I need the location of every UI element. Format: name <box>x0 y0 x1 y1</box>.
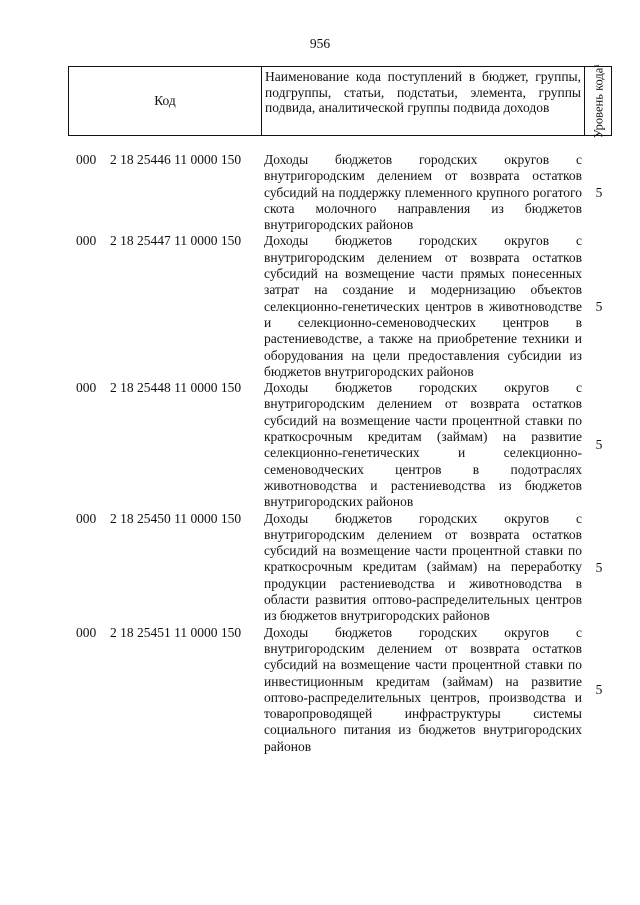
table-row <box>68 625 616 755</box>
row-code-level: 5 <box>595 298 603 314</box>
page-number: 956 <box>309 36 331 51</box>
table-row <box>68 511 616 625</box>
row-group-code: 000 <box>76 233 97 249</box>
table-header <box>68 63 612 139</box>
table-row <box>68 380 616 510</box>
table-row <box>68 233 616 380</box>
row-income-name: Доходы бюджетов городских округов с внутригородским делением от возврата остатков субсидий на возмещение части процентной ставки по инвестиционным кредитам (займам) на развитие оптово-распределительных центров, производства и товаропроводящей инфраструктуры системы социального питания из бюджетов внутригородских районов <box>264 624 582 754</box>
header-level-label: Уровень кода¹ <box>591 63 605 139</box>
column-divider <box>261 67 262 135</box>
row-income-code: 2 18 25447 11 0000 150 <box>110 233 242 249</box>
header-level <box>585 63 612 139</box>
table-row <box>68 152 616 233</box>
table-body <box>68 152 616 755</box>
header-name: Наименование кода поступлений в бюджет, группы, подгруппы, статьи, подстатьи, элемента, группы подвида, аналитической группы подвида доходов <box>265 69 581 115</box>
row-group-code: 000 <box>76 510 97 526</box>
row-income-name: Доходы бюджетов городских округов с внутригородским делением от возврата остатков субсидий на возмещение части прямых понесенных затрат на создание и модернизацию объектов селекционно-генетических центров в животноводстве и селекционно-семеноводческих центров в растениеводстве, а также на приобретение техники и оборудования на цели предоставления субсидии из бюджетов внутригородских районов <box>264 233 582 379</box>
row-code-level: 5 <box>595 437 603 453</box>
row-income-name: Доходы бюджетов городских округов с внутригородским делением от возврата остатков субсидий на возмещение части процентной ставки по краткосрочным кредитам (займам) на развитие селекционно-генетических и селекционно-семеноводческих центров в подотраслях животноводства и растениеводства из бюджетов внутригородских районов <box>264 380 582 510</box>
row-group-code: 000 <box>76 380 97 396</box>
row-income-name: Доходы бюджетов городских округов с внутригородским делением от возврата остатков субсидий на возмещение части процентной ставки по краткосрочным кредитам (займам) на переработку продукции растениеводства и животноводства в области развития оптово-распределительных центров из бюджетов внутригородских районов <box>264 510 582 624</box>
row-code-level: 5 <box>595 559 603 575</box>
row-income-name: Доходы бюджетов городских округов с внутригородским делением от возврата остатков субсидий на поддержку племенного крупного рогатого скота молочного направления из бюджетов внутригородских районов <box>264 152 582 233</box>
row-income-code: 2 18 25446 11 0000 150 <box>110 152 242 167</box>
header-code: Код <box>154 93 176 108</box>
row-code-level: 5 <box>595 681 603 697</box>
row-income-code: 2 18 25450 11 0000 150 <box>110 510 242 526</box>
row-code-level: 5 <box>595 184 603 200</box>
row-income-code: 2 18 25451 11 0000 150 <box>110 624 242 640</box>
row-income-code: 2 18 25448 11 0000 150 <box>110 380 242 396</box>
row-group-code: 000 <box>76 624 97 640</box>
row-group-code: 000 <box>76 152 97 167</box>
